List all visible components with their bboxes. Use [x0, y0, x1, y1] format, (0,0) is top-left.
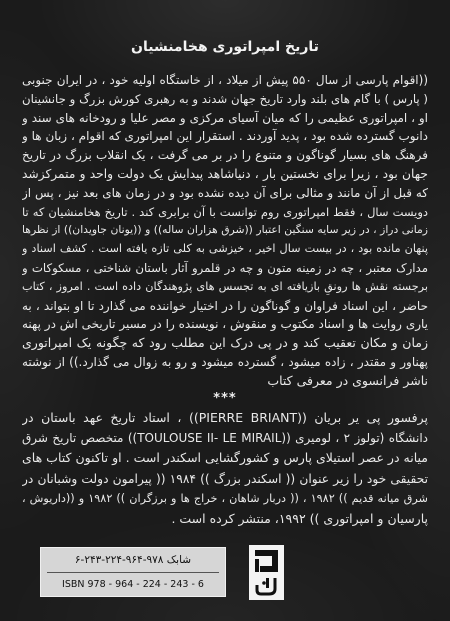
section-separator: ***: [213, 391, 237, 406]
author-bio-paragraph: [22, 408, 428, 529]
intro-text-line: حاضر ، این اسناد فراوان و گوناگون را در اختیار خواننده می گذارد تا او بتواند ، به: [22, 298, 428, 313]
intro-text-line: ناشر فرانسوی در معرفی کتاب: [267, 372, 428, 388]
intro-text-line: برجسته نقش ها رونقِ بازیافته ای به تجسس های پژوهندگان داده است . امروز ، کتاب: [22, 279, 428, 293]
intro-text-line: زمانی دراز ، در زیر سایه سنگین اعتبار ((شرق هزاران ساله)) و ((یونان جاویدان)) از نظرها: [22, 223, 428, 237]
intro-text-line: که قبل از آن مانند و مثالی برای آن دیده نشده بود و در زمان های بعد نیز ، پس از: [22, 185, 428, 200]
bio-text-line: تحقیقی خود را زیر عنوان (( اسکندر بزرگ )) ۱۹۸۴ (( پیرامون دولت وشبانان در: [22, 471, 428, 486]
intro-text-line: دویست سال ، فقط امپراتوری روم توانست با آن برابری کند . تاریخ هخامنشیان که تا: [22, 204, 428, 219]
intro-text-line: ( پارس ) با گام های بلند وارد تاریخ جهان شدند و به رهبری کورش بزرگ و جانشینان: [22, 91, 428, 106]
publisher-logo: [249, 545, 284, 600]
isbn-box: [40, 547, 226, 597]
publisher-logo-mark: [249, 545, 284, 600]
intro-text-line: جهان بود ، زیرا برای نخستین بار ، دنیاشاهد پیدایش یک دولت واحد و متمرکزشد: [22, 166, 428, 181]
intro-text-line: او ، امپراتوری عظیمی را که میان آسیای مرکزی و مصر علیا و رودخانه های سند و: [22, 110, 428, 125]
intro-text-line: ((اقوام پارسی از سال ۵۵۰ پیش از میلاد ، از خاستگاه اولیه خود ، در ایران جنوبی: [22, 73, 428, 87]
bio-text-line: دانشگاه (تولوز ۲ ، لومیری ((TOULOUSE II- LE MIRAIL)) متخصص تاریخ شرق: [22, 431, 428, 446]
intro-text-line: مدارک معتبر ، چه در زمینه متون و چه در قلمرو آثار باستان شناختی ، مسکوکات و: [22, 260, 428, 275]
intro-text-line: پنهان مانده بود ، در بیست سال اخیر ، خیزشی به کلی تازه یافته است . کشف اسناد و: [22, 242, 428, 256]
book-title: تاریخ امپراتوری هخامنشیان: [131, 39, 319, 55]
isbn-persian: شابک ۹۷۸-۹۶۴-۲۲۴-۲۴۳-۶: [74, 554, 192, 566]
bio-text-line: شرق میانه قدیم )) ۱۹۸۲ ، (( دربار شاهان ، خراج ها و برزگران )) ۱۹۸۲ و ((داریوش ،: [22, 491, 428, 505]
bio-text-line: پرفسور پی یر بریان ((PIERRE BRIANT)) ، استاد تاریخ عهد باستان در: [22, 410, 428, 425]
intro-text-line: فرهنگ های بسیار گوناگون و متنوع را در بر می گرفت ، یک انقلاب بزرگ در تاریخ: [22, 148, 428, 163]
intro-text-line: زمان و مکان تعقیب کند و در پی درک این مطلب رود که چگونه یک امپراتوری: [22, 335, 428, 351]
intro-text-line: یاری روایت ها و اسناد مکتوب و منقوش ، نویسنده را در مسیر تاریخی اش در پهنه: [22, 317, 428, 332]
intro-text-line: پهناور و مقتدر ، زاده میشود ، گسترده میشود و رو به زوال می گذارد.)) از نوشته: [22, 354, 428, 369]
intro-text-line: دانوب گسترده شده بود ، پدید آوردند . استقرار این امپراتوری که اقوام ، زبان ها و: [22, 129, 428, 144]
isbn-latin: ISBN 978 - 964 - 224 - 243 - 6: [62, 579, 204, 590]
isbn-divider: [47, 572, 219, 573]
bio-text-line: میانه در عصر استیلای پارس و کشورگشایی اسکندر است . او تاکنون کتاب های: [22, 450, 428, 466]
intro-paragraph: [22, 71, 428, 391]
bio-text-line: پارسیان و امپراتوری )) ۱۹۹۲، منتشر کرده است .: [171, 510, 428, 526]
